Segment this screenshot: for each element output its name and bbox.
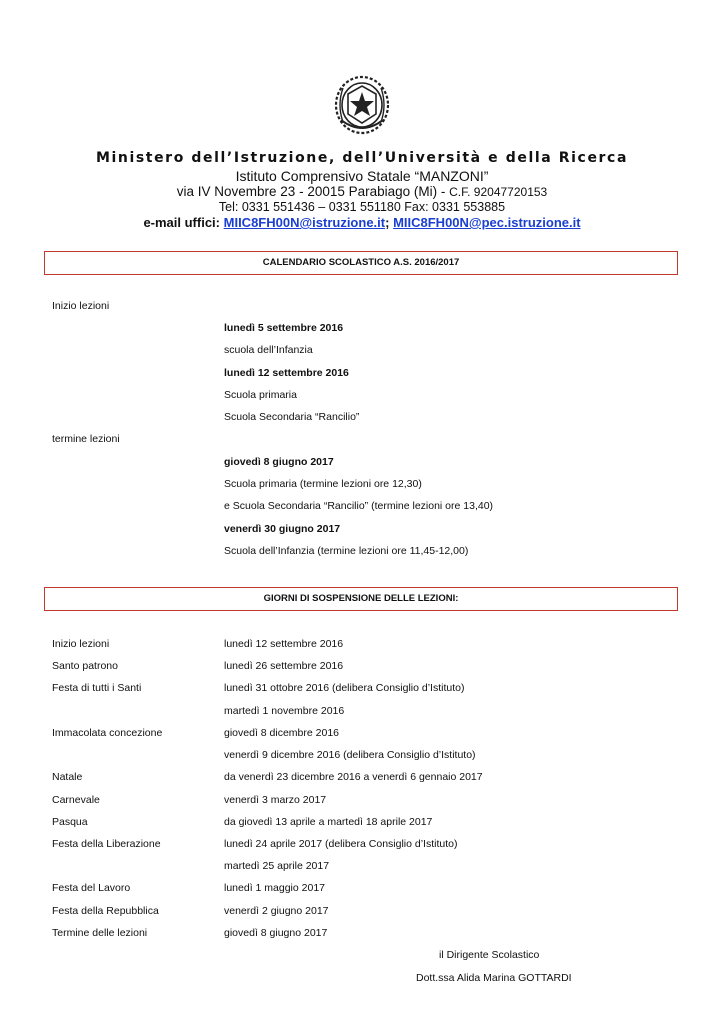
suspension-date: lunedì 26 settembre 2016 xyxy=(224,660,344,672)
suspension-date: martedì 1 novembre 2016 xyxy=(224,705,345,717)
email-link-primary[interactable]: MIIC8FH00N@istruzione.it xyxy=(223,215,386,230)
end-item: giovedì 8 giugno 2017 xyxy=(224,456,334,468)
contact-phone: Tel: 0331 551436 – 0331 551180 Fax: 0331 553885 xyxy=(218,200,506,214)
suspension-label: Termine delle lezioni xyxy=(52,927,148,939)
suspension-date: venerdì 2 giugno 2017 xyxy=(224,905,329,917)
end-item: venerdì 30 giugno 2017 xyxy=(224,523,341,535)
suspension-date: lunedì 12 settembre 2016 xyxy=(224,638,344,650)
suspension-date: giovedì 8 giugno 2017 xyxy=(224,927,328,939)
suspension-label: Natale xyxy=(52,771,83,783)
contact-email xyxy=(0,215,724,230)
suspension-date: lunedì 31 ottobre 2016 (delibera Consiglio d’Istituto) xyxy=(224,682,465,694)
suspension-label: Santo patrono xyxy=(52,660,118,672)
email-label: e-mail uffici: xyxy=(143,215,224,230)
end-label: termine lezioni xyxy=(52,433,120,445)
suspension-label: Festa di tutti i Santi xyxy=(52,682,142,694)
end-item: Scuola dell’Infanzia (termine lezioni ore 11,45-12,00) xyxy=(224,545,469,557)
fiscal-code: C.F. 92047720153 xyxy=(449,185,548,199)
suspension-label: Festa del Lavoro xyxy=(52,882,131,894)
email-link-pec[interactable]: MIIC8FH00N@pec.istruzione.it xyxy=(393,215,581,230)
suspension-date: venerdì 9 dicembre 2016 (delibera Consiglio d’Istituto) xyxy=(224,749,476,761)
suspension-label: Immacolata concezione xyxy=(52,727,163,739)
suspension-date: da venerdì 23 dicembre 2016 a venerdì 6 gennaio 2017 xyxy=(224,771,483,783)
start-label: Inizio lezioni xyxy=(52,300,110,312)
end-item: e Scuola Secondaria “Rancilio” (termine lezioni ore 13,40) xyxy=(224,500,494,512)
ministry-title: Ministero dell’Istruzione, dell’Università e della Ricerca xyxy=(95,150,629,166)
start-item: lunedì 12 settembre 2016 xyxy=(224,367,349,379)
signature-role: il Dirigente Scolastico xyxy=(439,949,540,961)
email-separator: ; xyxy=(385,215,394,230)
suspension-date: lunedì 24 aprile 2017 (delibera Consiglio d’Istituto) xyxy=(224,838,458,850)
suspension-date: da giovedì 13 aprile a martedì 18 aprile 2017 xyxy=(224,816,433,828)
suspension-date: martedì 25 aprile 2017 xyxy=(224,860,330,872)
suspension-date: lunedì 1 maggio 2017 xyxy=(224,882,325,894)
suspension-date: giovedì 8 dicembre 2016 xyxy=(224,727,339,739)
start-item: Scuola Secondaria “Rancilio” xyxy=(224,411,360,423)
suspension-date: venerdì 3 marzo 2017 xyxy=(224,794,327,806)
suspension-label: Carnevale xyxy=(52,794,100,806)
italian-republic-emblem-icon xyxy=(333,74,391,136)
suspension-label: Festa della Liberazione xyxy=(52,838,161,850)
school-address xyxy=(0,184,724,199)
end-item: Scuola primaria (termine lezioni ore 12,30) xyxy=(224,478,422,490)
calendar-title-box: CALENDARIO SCOLASTICO A.S. 2016/2017 xyxy=(44,251,678,275)
suspension-label: Pasqua xyxy=(52,816,88,828)
suspension-title-box: GIORNI DI SOSPENSIONE DELLE LEZIONI: xyxy=(44,587,678,611)
start-item: lunedì 5 settembre 2016 xyxy=(224,322,344,334)
suspension-label: Inizio lezioni xyxy=(52,638,110,650)
signature-name: Dott.ssa Alida Marina GOTTARDI xyxy=(416,972,572,984)
start-item: Scuola primaria xyxy=(224,389,297,401)
suspension-label: Festa della Repubblica xyxy=(52,905,159,917)
school-name: Istituto Comprensivo Statale “MANZONI” xyxy=(235,168,489,184)
start-item: scuola dell’Infanzia xyxy=(224,344,313,356)
address-text: via IV Novembre 23 - 20015 Parabiago (Mi) - xyxy=(176,184,450,199)
